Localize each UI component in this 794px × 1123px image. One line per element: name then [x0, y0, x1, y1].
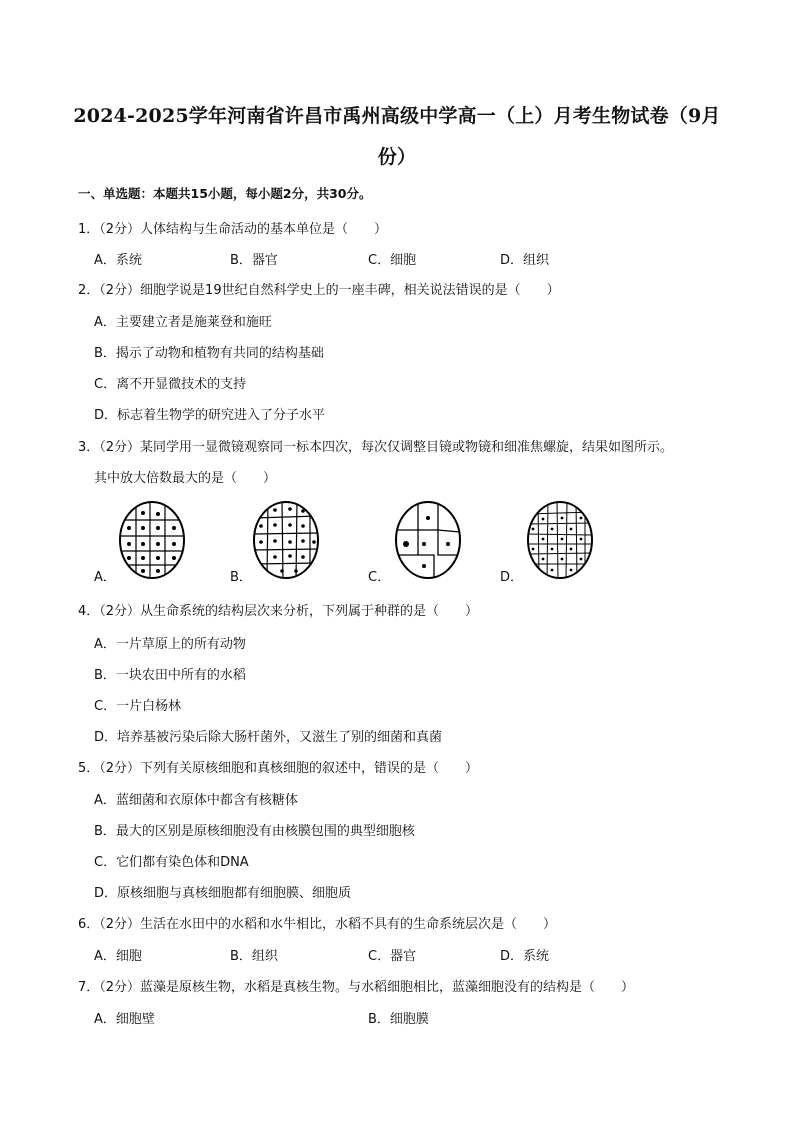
- question-2-stem: 2．（2分）细胞学说是19世纪自然科学史上的一座丰碑，相关说法错误的是（ ）: [78, 283, 560, 298]
- microscope-view-c: [394, 500, 462, 580]
- question-2-option-d: D．标志着生物学的研究进入了分子水平: [94, 408, 326, 423]
- question-3-option-c: C．: [368, 570, 391, 585]
- question-6-option-c: C．器官: [368, 949, 417, 964]
- question-1-option-a: A．系统: [94, 253, 142, 268]
- question-4-option-a: A．一片草原上的所有动物: [94, 637, 246, 652]
- question-5-option-d: D．原核细胞与真核细胞都有细胞膜、细胞质: [94, 886, 352, 901]
- question-5-stem: 5．（2分）下列有关原核细胞和真核细胞的叙述中，错误的是（ ）: [78, 761, 479, 776]
- question-4-option-c: C．一片白杨林: [94, 699, 182, 714]
- title-line-1: 2024-2025学年河南省许昌市禹州高级中学高一（上）月考生物试卷（9月: [73, 105, 721, 127]
- question-1-option-b: B．器官: [230, 253, 278, 268]
- question-3-option-a: A．: [94, 570, 116, 585]
- microscope-view-b: [252, 500, 320, 580]
- microscope-view-d: [526, 500, 594, 580]
- exam-title: [70, 96, 724, 178]
- question-4-option-b: B．一块农田中所有的水稻: [94, 668, 246, 683]
- question-5-option-a: A．蓝细菌和衣原体中都含有核糖体: [94, 793, 298, 808]
- question-3-stem: 3．（2分）某同学用一显微镜观察同一标本四次，每次仅调整目镜或物镜和细准焦螺旋，结果如图所示。: [78, 440, 674, 455]
- question-7-option-b: B．细胞膜: [368, 1012, 429, 1027]
- question-7-option-a: A．细胞壁: [94, 1012, 155, 1027]
- question-2-option-a: A．主要建立者是施莱登和施旺: [94, 315, 272, 330]
- question-6-option-b: B．组织: [230, 949, 278, 964]
- question-3-option-b: B．: [230, 570, 252, 585]
- question-3-option-d: D．: [500, 570, 524, 585]
- question-5-option-b: B．最大的区别是原核细胞没有由核膜包围的典型细胞核: [94, 824, 415, 839]
- question-1-stem: 1．（2分）人体结构与生命活动的基本单位是（ ）: [78, 222, 388, 237]
- question-1-option-d: D．组织: [500, 253, 550, 268]
- question-7-stem: 7．（2分）蓝藻是原核生物，水稻是真核生物。与水稻细胞相比，蓝藻细胞没有的结构是（ ）: [78, 980, 635, 995]
- question-2-option-c: C．离不开显微技术的支持: [94, 377, 247, 392]
- section-heading: 一、单选题：本题共15小题，每小题2分，共30分。: [78, 186, 372, 201]
- question-6-option-a: A．细胞: [94, 949, 142, 964]
- microscope-view-a: [118, 500, 186, 580]
- question-6-option-d: D．系统: [500, 949, 550, 964]
- question-6-stem: 6．（2分）生活在水田中的水稻和水牛相比，水稻不具有的生命系统层次是（ ）: [78, 917, 557, 932]
- question-2-option-b: B．揭示了动物和植物有共同的结构基础: [94, 346, 324, 361]
- question-4-option-d: D．培养基被污染后除大肠杆菌外，又滋生了别的细菌和真菌: [94, 730, 443, 745]
- title-line-2: 份）: [377, 146, 417, 168]
- question-3-stem-continued: 其中放大倍数最大的是（ ）: [94, 471, 277, 486]
- question-1-option-c: C．细胞: [368, 253, 417, 268]
- question-5-option-c: C．它们都有染色体和DNA: [94, 855, 249, 870]
- question-4-stem: 4．（2分）从生命系统的结构层次来分析，下列属于种群的是（ ）: [78, 604, 479, 619]
